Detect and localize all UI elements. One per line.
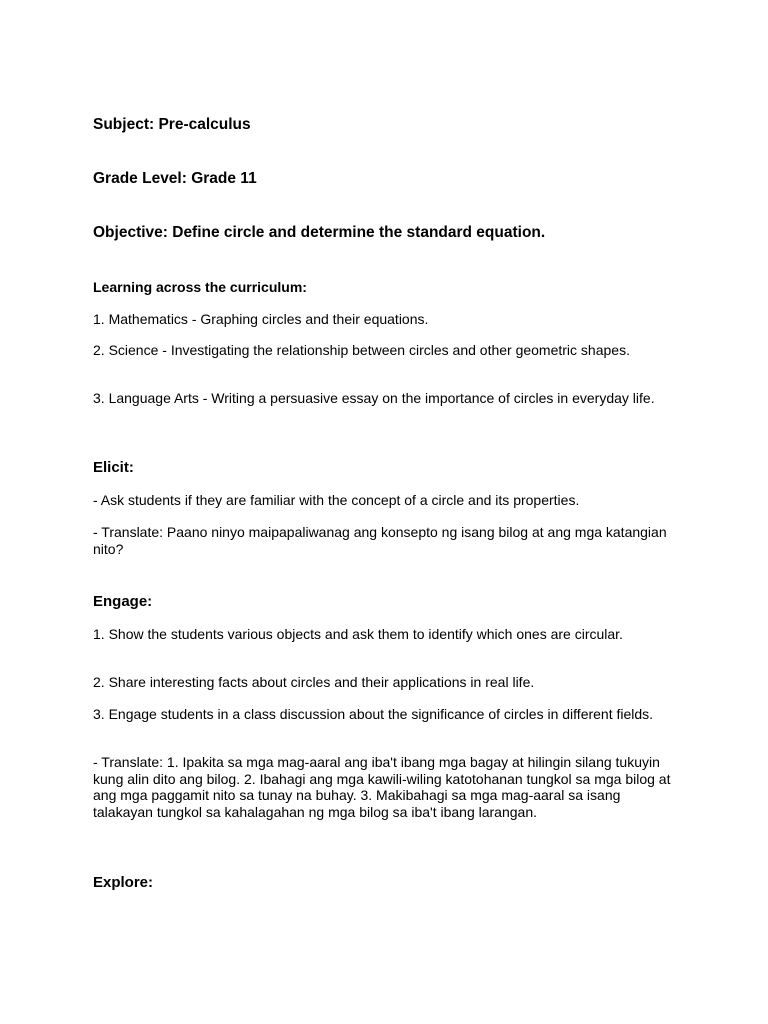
engage-item-discussion: 3. Engage students in a class discussion about the significance of circles in different fields.	[93, 706, 654, 722]
curriculum-item-language-arts: 3. Language Arts - Writing a persuasive essay on the importance of circles in everyday life.	[93, 390, 655, 406]
explore-heading: Explore:	[93, 874, 154, 891]
engage-item-share: 2. Share interesting facts about circles and their applications in real life.	[93, 674, 535, 690]
subject-line: Subject: Pre-calculus	[93, 116, 251, 133]
elicit-heading: Elicit:	[93, 459, 134, 476]
engage-heading: Engage:	[93, 593, 153, 610]
curriculum-item-science: 2. Science - Investigating the relationship between circles and other geometric shapes.	[93, 342, 630, 358]
engage-item-show: 1. Show the students various objects and ask them to identify which ones are circular.	[93, 626, 623, 642]
elicit-item-translate: - Translate: Paano ninyo maipapaliwanag ang konsepto ng isang bilog at ang mga katangian nito?	[93, 524, 667, 557]
curriculum-heading: Learning across the curriculum:	[93, 279, 307, 295]
engage-item-translate: - Translate: 1. Ipakita sa mga mag-aaral ang iba't ibang mga bagay at hilingin silang tukuyin kung alin dito ang bilog. 2. Ibahagi ang mga kawili-wiling katotohanan tungkol sa mga bilog at ang mga paggamit nito sa tunay na buhay. 3. Makibahagi sa mga mag-aaral sa isang talakayan tungkol sa kahalagahan ng mga bilog sa iba't ibang larangan.	[93, 754, 671, 820]
grade-level-line: Grade Level: Grade 11	[93, 170, 257, 187]
curriculum-item-math: 1. Mathematics - Graphing circles and their equations.	[93, 311, 429, 327]
elicit-item-ask: - Ask students if they are familiar with the concept of a circle and its properties.	[93, 492, 580, 508]
objective-line: Objective: Define circle and determine the standard equation.	[93, 224, 546, 241]
